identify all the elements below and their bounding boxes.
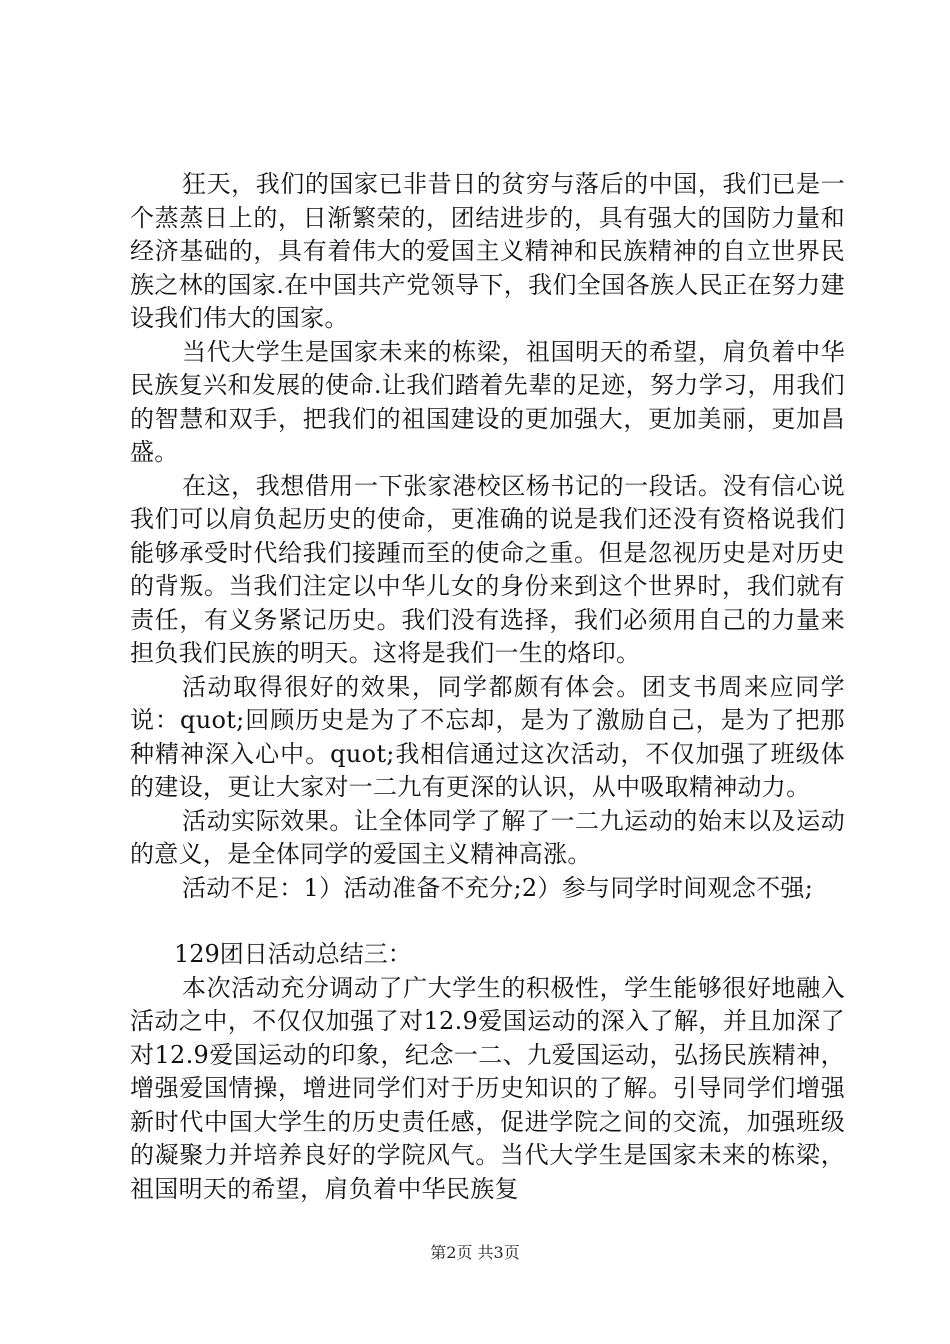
page-number-footer: 第2页 共3页	[430, 1243, 520, 1262]
paragraph: 本次活动充分调动了广大学生的积极性，学生能够很好地融入活动之中，不仅仅加强了对12.9爱国运动的深入了解，并且加深了对12.9爱国运动的印象，纪念一二、九爱国运动，弘扬民族精神，增强爱国情操，增进同学们对于历史知识的了解。引导同学们增强新时代中国大学生的历史责任感，促进学院之间的交流，加强班级的凝聚力并培养良好的学院风气。当代大学生是国家未来的栋梁，祖国明天的希望，肩负着中华民族复	[130, 973, 845, 1203]
section-heading: 129团日活动总结三：	[174, 940, 412, 968]
document-body	[130, 168, 845, 1206]
paragraph: 活动取得很好的效果，同学都颇有体会。团支书周来应同学说：quot;回顾历史是为了不忘却，是为了激励自己，是为了把那种精神深入心中。quot;我相信通过这次活动，不仅加强了班级体的建设，更让大家对一二九有更深的认识，从中吸取精神动力。	[130, 672, 845, 801]
paragraph: 狂天，我们的国家已非昔日的贫穷与落后的中国，我们已是一个蒸蒸日上的，日渐繁荣的，团结进步的，具有强大的国防力量和经济基础的，具有着伟大的爱国主义精神和民族精神的自立世界民族之林的国家.在中国共产党领导下，我们全国各族人民正在努力建设我们伟大的国家。	[130, 170, 845, 332]
paragraph: 当代大学生是国家未来的栋梁，祖国明天的希望，肩负着中华民族复兴和发展的使命.让我们踏着先辈的足迹，努力学习，用我们的智慧和双手，把我们的祖国建设的更加强大，更加美丽，更加昌盛。	[130, 337, 845, 466]
paragraph: 在这，我想借用一下张家港校区杨书记的一段话。没有信心说我们可以肩负起历史的使命，更准确的说是我们还没有资格说我们能够承受时代给我们接踵而至的使命之重。但是忽视历史是对历史的背叛。当我们注定以中华儿女的身份来到这个世界时，我们就有责任，有义务紧记历史。我们没有选择，我们必须用自己的力量来担负我们民族的明天。这将是我们一生的烙印。	[130, 471, 845, 667]
paragraph-spacer	[130, 905, 845, 938]
paragraph: 活动不足：1）活动准备不充分;2）参与同学时间观念不强;	[182, 873, 814, 902]
paragraph: 活动实际效果。让全体同学了解了一二九运动的始末以及运动的意义，是全体同学的爱国主义精神高涨。	[130, 806, 845, 868]
